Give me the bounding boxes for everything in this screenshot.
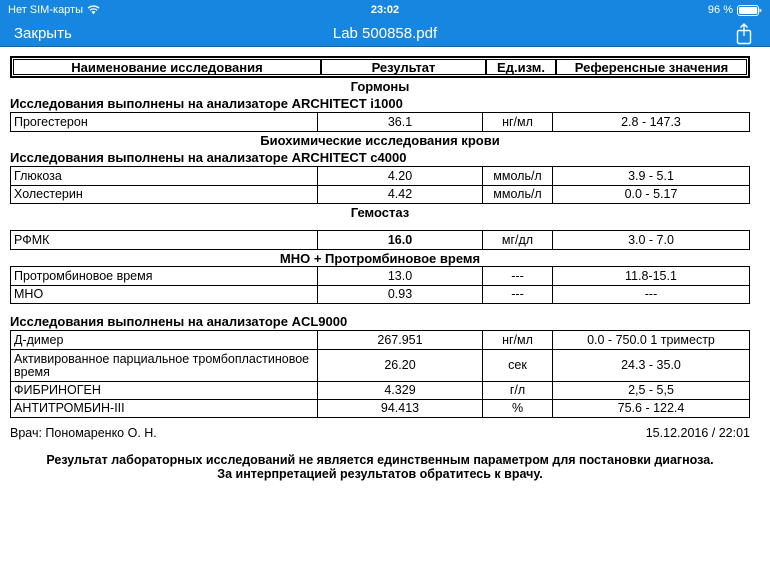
section-title: Биохимические исследования крови: [260, 133, 500, 148]
nav-bar: [0, 20, 770, 47]
cell-ref: ---: [552, 286, 749, 303]
close-button[interactable]: Закрыть: [14, 24, 72, 42]
cell-ref: 0.0 - 750.0 1 триместр: [552, 331, 749, 349]
share-icon: [734, 22, 758, 46]
disclaimer-line-1: Результат лабораторных исследований не является единственным параметром для постановки диагноза.: [46, 453, 714, 467]
column-header-result: Результат: [320, 60, 485, 74]
cell-result: 267.951: [317, 331, 482, 349]
cell-unit: сек: [482, 350, 552, 381]
document-title: Lab 500858.pdf: [332, 24, 438, 42]
carrier-text: Нет SIM-карты: [8, 4, 84, 16]
cell-ref: 0.0 - 5.17: [552, 186, 749, 203]
section-title: Гемостаз: [350, 205, 410, 220]
table-row: [11, 267, 749, 285]
cell-result: 36.1: [317, 113, 482, 131]
cell-name: Протромбиновое время: [14, 268, 153, 283]
cell-ref: 2.8 - 147.3: [552, 113, 749, 131]
column-header-reference: Референсные значения: [555, 60, 746, 74]
table-row: [11, 167, 749, 185]
battery-percent: 96 %: [707, 4, 733, 16]
cell-name: Прогестерон: [14, 114, 88, 129]
cell-name: МНО: [14, 287, 44, 301]
cell-result: 4.20: [317, 167, 482, 185]
results-table-header: [10, 56, 750, 78]
cell-name: Холестерин: [14, 187, 83, 201]
cell-name: АНТИТРОМБИН-III: [14, 401, 125, 415]
doctor-line: [10, 426, 750, 440]
status-bar: [0, 0, 770, 20]
cell-name: ФИБРИНОГЕН: [14, 383, 101, 397]
results-table: [10, 112, 750, 132]
cell-unit: ---: [482, 267, 552, 285]
analyzer-note: Исследования выполнены на анализаторе ARCHITECT c4000: [10, 150, 407, 165]
results-table: [10, 166, 750, 204]
cell-unit: мг/дл: [482, 231, 552, 249]
table-row: [11, 349, 749, 381]
section-title: МНО + Протромбиновое время: [279, 251, 481, 266]
cell-unit: ---: [482, 286, 552, 303]
pdf-document[interactable]: [0, 47, 770, 578]
cell-name: Активированное парциальное тромбопластиновое время: [14, 351, 310, 379]
cell-result: 0.93: [317, 286, 482, 303]
clock-text: 23:02: [370, 4, 400, 16]
results-table: [10, 266, 750, 304]
cell-result: 13.0: [317, 267, 482, 285]
table-row: [11, 381, 749, 399]
share-button[interactable]: [734, 22, 758, 46]
results-table: [10, 230, 750, 250]
disclaimer-line-2: За интерпретацией результатов обратитесь к врачу.: [217, 466, 543, 481]
document-sections: [0, 80, 770, 418]
cell-unit: нг/мл: [482, 113, 552, 131]
cell-unit: %: [482, 400, 552, 417]
cell-unit: ммоль/л: [482, 186, 552, 203]
cell-name: Д-димер: [14, 332, 64, 347]
column-header-name: Наименование исследования: [71, 59, 263, 75]
cell-name: Глюкоза: [14, 168, 62, 183]
cell-result: 4.42: [317, 186, 482, 203]
cell-ref: 3.9 - 5.1: [552, 167, 749, 185]
cell-ref: 24.3 - 35.0: [552, 350, 749, 381]
table-row: [11, 113, 749, 131]
analyzer-note: Исследования выполнены на анализаторе ARCHITECT i1000: [10, 96, 403, 111]
cell-result: 26.20: [317, 350, 482, 381]
analyzer-note: Исследования выполнены на анализаторе ACL9000: [10, 314, 348, 329]
table-row: [11, 331, 749, 349]
report-datetime: 15.12.2016 / 22:01: [645, 426, 750, 440]
doctor-name: Врач: Пономаренко О. Н.: [10, 426, 157, 440]
table-row: [11, 399, 749, 417]
spacer: [0, 220, 770, 230]
table-row: [11, 185, 749, 203]
section-title: Гормоны: [350, 79, 410, 94]
cell-ref: 11.8-15.1: [552, 267, 749, 285]
cell-unit: нг/мл: [482, 331, 552, 349]
table-row: [11, 231, 749, 249]
column-header-unit: Ед.изм.: [485, 60, 555, 74]
spacer: [0, 304, 770, 312]
disclaimer: [10, 454, 750, 481]
cell-unit: г/л: [482, 382, 552, 399]
cell-result: 94.413: [317, 400, 482, 417]
cell-ref: 75.6 - 122.4: [552, 400, 749, 417]
results-table: [10, 330, 750, 418]
cell-ref: 3.0 - 7.0: [552, 231, 749, 249]
cell-unit: ммоль/л: [482, 167, 552, 185]
table-row: [11, 285, 749, 303]
cell-ref: 2,5 - 5,5: [552, 382, 749, 399]
cell-result: 4.329: [317, 382, 482, 399]
cell-result: 16.0: [317, 231, 482, 249]
cell-name: РФМК: [14, 232, 50, 247]
